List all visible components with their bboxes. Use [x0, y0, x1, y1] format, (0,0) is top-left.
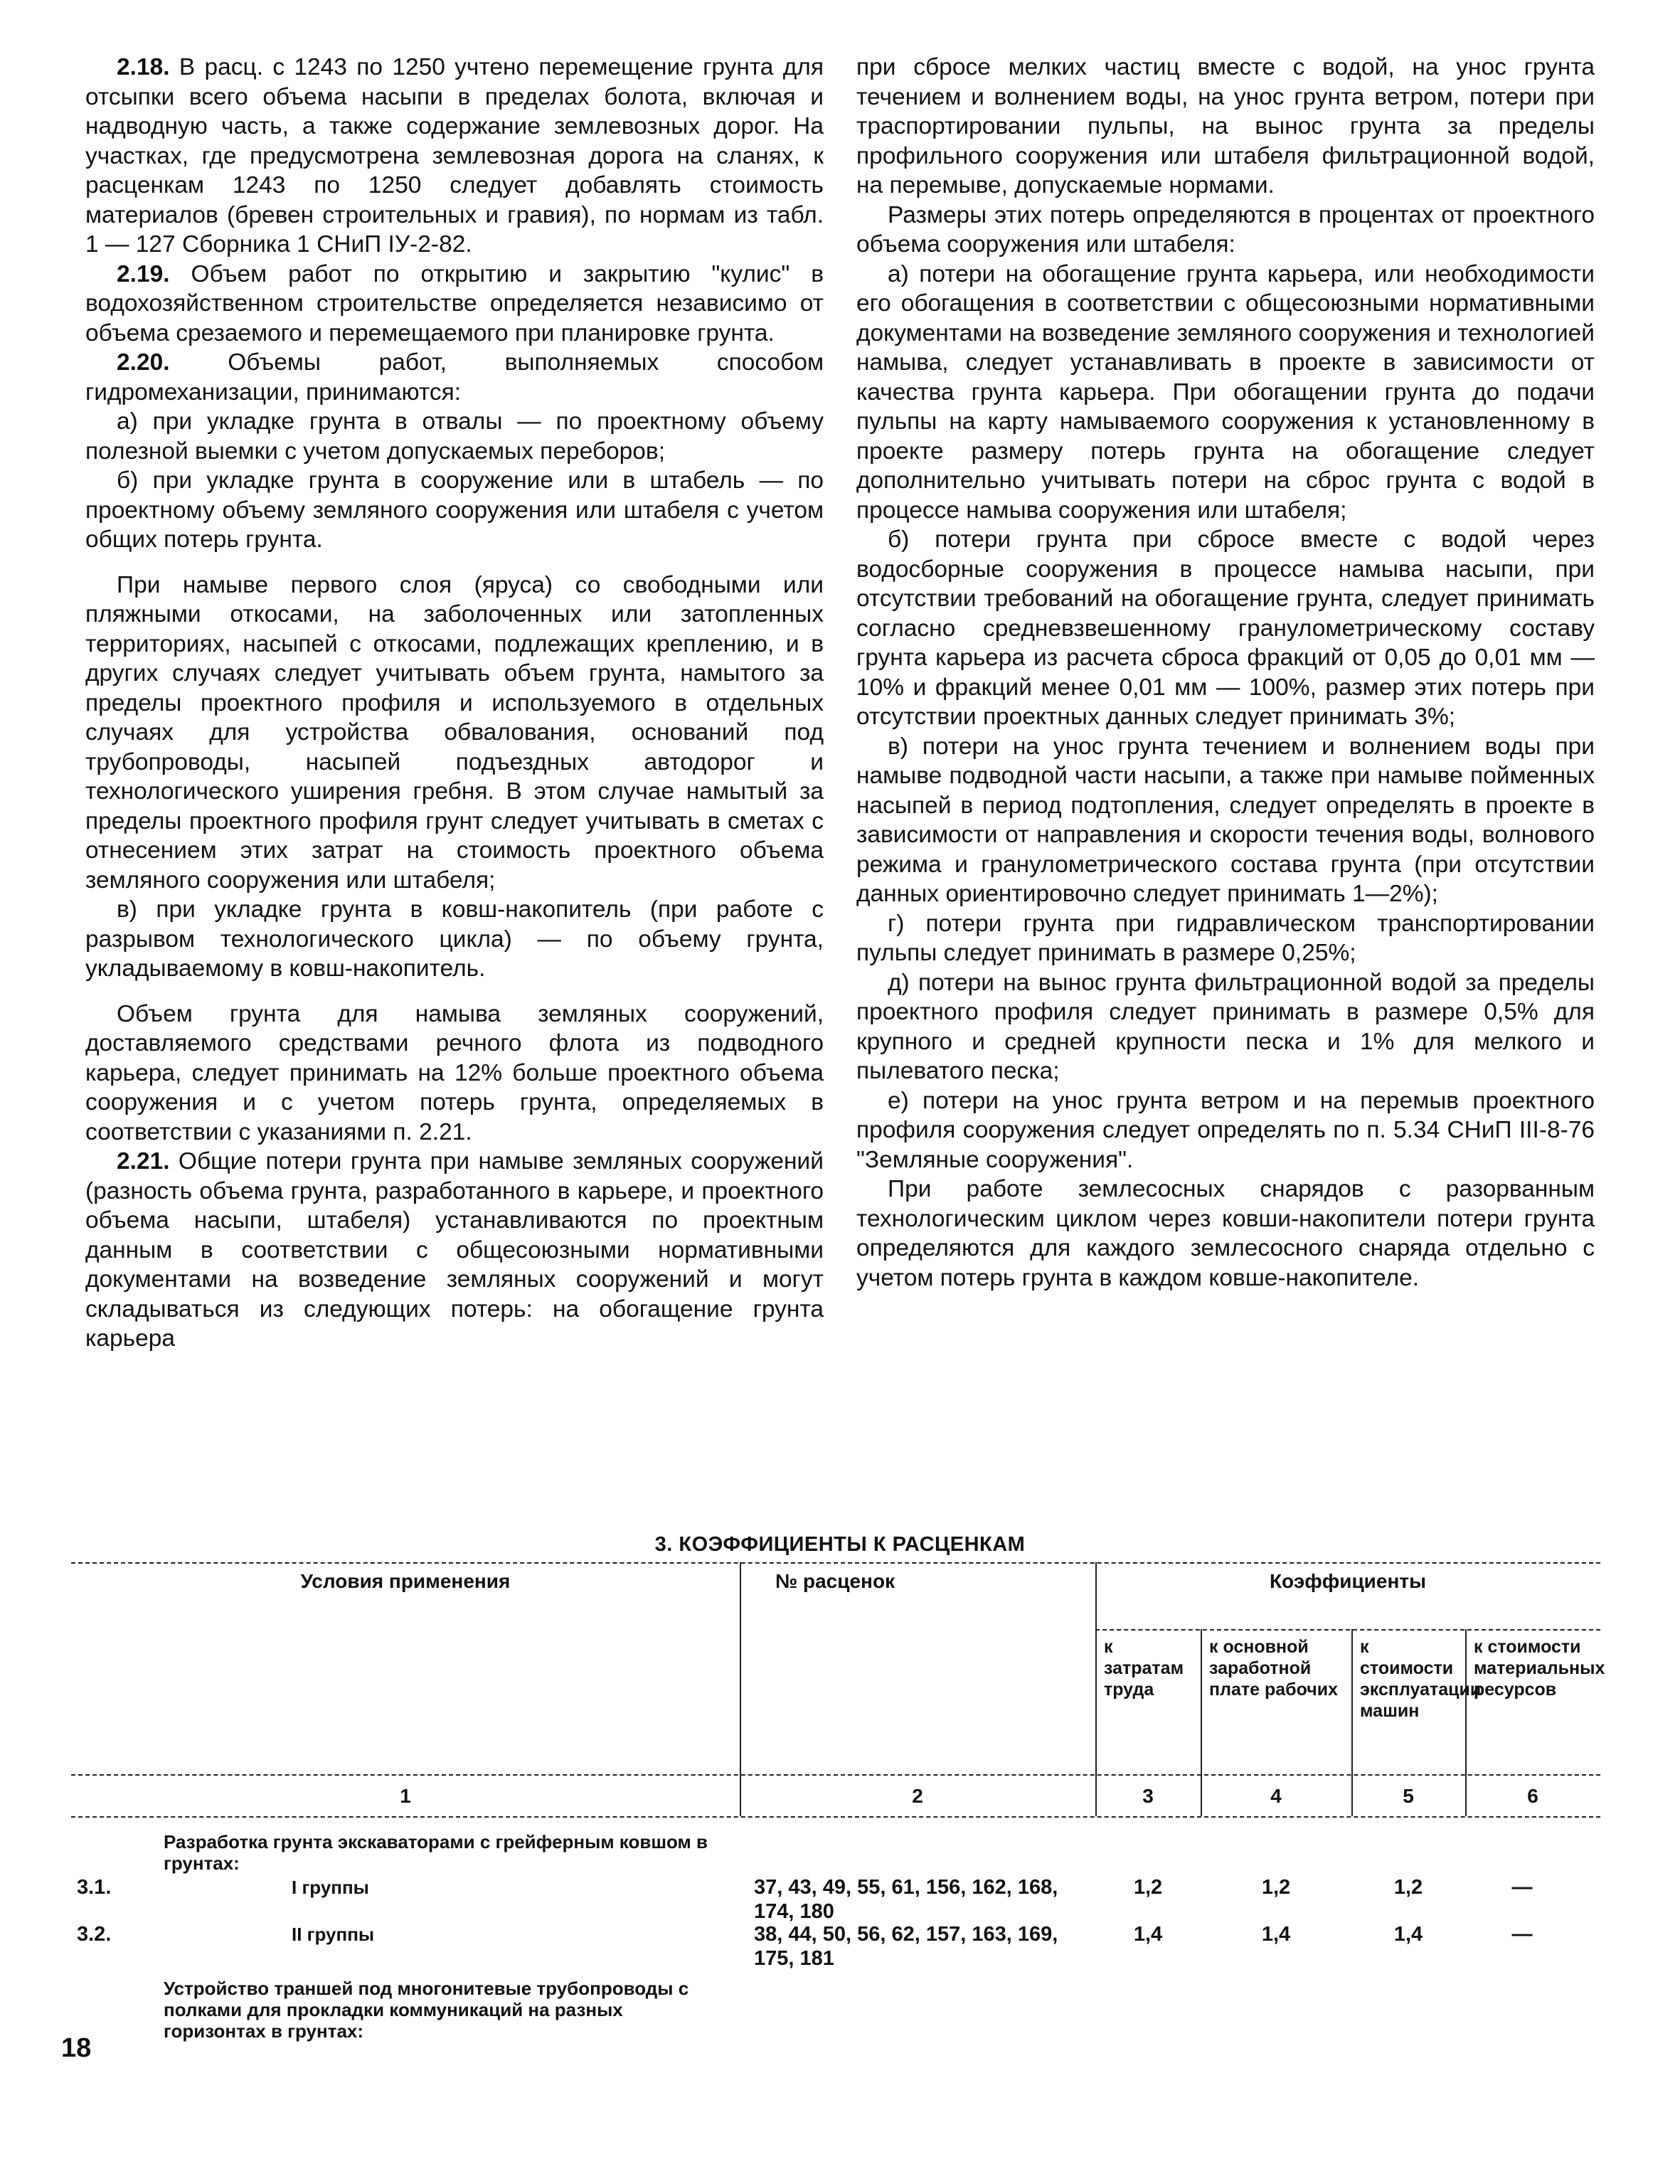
list-item-e: е) потери на унос грунта ветром и на перемыв проектного профиля сооружения следует определять по п. 5.34 СНиП III-8-76 "Земляные сооружения". [856, 1087, 1595, 1173]
header-rate-numbers: № расценок [775, 1570, 895, 1592]
column-numbers-rule [71, 1816, 1600, 1818]
group-title: Устройство траншей под многонитевые трубопроводы с полками для прокладки коммуникаций на разных горизонтах в грунтах: [164, 1978, 689, 2042]
row-coef-machines: 1,4 [1393, 1923, 1423, 1946]
list-item-d: д) потери на вынос грунта фильтрационной водой за пределы проектного профиля следует принимать в размере 0,5% для крупного и средней крупности песка и 1% для мелкого и пылеватого песка; [856, 969, 1595, 1084]
clause-text: Объем работ по открытию и закрытию "кулис" в водохозяйственном строительстве определяется независимо от объема срезаемого и перемещаемого при планировке грунта. [85, 260, 824, 346]
list-item-v: в) потери на унос грунта течением и волнением воды при намыве подводной части насыпи, а также при намыве пойменных насыпей в период подтопления, следует определять в проекте в зависимости от направления и скорости течения воды, волнового режима и гранулометрического состава грунта (при отсутствии данных ориентировочно следует принимать 1—2%); [856, 733, 1595, 907]
row-coef-labor: 1,4 [1133, 1923, 1163, 1946]
table-top-rule [71, 1562, 1600, 1564]
list-item-v: в) при укладке грунта в ковш-накопитель (при работе с разрывом технологического цикла) — по объему грунта, укладываемому в ковш-накопитель. [85, 896, 824, 982]
paragraph-river-fleet: Объем грунта для намыва земляных сооружений, доставляемого средствами речного флота из подводного карьера, следует принимать на 12% больше проектного объема сооружения и с учетом потерь грунта, определяемых в соответствии с указаниями п. 2.21. [85, 1000, 824, 1145]
page-number: 18 [61, 2033, 92, 2063]
list-item-a: а) при укладке грунта в отвалы — по проектному объему полезной выемки с учетом допускаемых переборов; [85, 408, 824, 465]
header-conditions: Условия применения [300, 1570, 511, 1592]
column-number: 3 [1142, 1785, 1154, 1807]
row-number: 3.1. [77, 1876, 112, 1899]
row-condition: I группы [292, 1877, 369, 1898]
list-item-b: б) при укладке грунта в сооружение или в штабель — по проектному объему земляного сооружения или штабеля с учетом общих потерь грунта. [85, 467, 824, 553]
header-bottom-rule [71, 1774, 1600, 1776]
clause-number: 2.21. [117, 1148, 170, 1175]
header-base-wages: к основной заработной плате рабочих [1209, 1637, 1339, 1700]
paragraph-2-18 [85, 53, 824, 260]
column-number: 1 [400, 1785, 411, 1807]
row-rates: 37, 43, 49, 55, 61, 156, 162, 168, 174, 180 [754, 1876, 1058, 1923]
coefficients-subheader-rule [1095, 1629, 1600, 1631]
list-item-a: а) потери на обогащение грунта карьера, или необходимости его обогащения в соответствии с общесоюзными нормативными документами на возведение земляного сооружения и технологией намыва, следует устанавливать в проекте в зависимости от качества грунта карьера. При обогащении грунта до подачи пульпы на карту намываемого сооружения к установленному в проекте размеру потерь грунта на обогащение следует дополнительно учитывать потери на сброс грунта с водой в процессе намыва сооружения или штабеля; [856, 260, 1595, 524]
paragraph-2-20 [85, 348, 824, 407]
column-number: 4 [1270, 1785, 1282, 1807]
divider-vertical [1095, 1562, 1097, 1816]
row-coef-materials: — [1511, 1923, 1533, 1946]
row-coef-wages: 1,2 [1261, 1876, 1291, 1899]
header-labor-costs: к затратам труда [1104, 1637, 1184, 1700]
row-coef-materials: — [1511, 1876, 1533, 1899]
paragraph-2-19 [85, 260, 824, 349]
right-column [856, 53, 1595, 1293]
divider-vertical [740, 1562, 741, 1816]
list-item-b: б) потери грунта при сбросе вместе с водой через водосборные сооружения в процессе намыва насыпи, при отсутствии требований на обогащение грунта, следует принимать согласно средневзвешенному гранулометрическому составу грунта карьера из расчета сброса фракций от 0,05 до 0,01 мм — 10% и фракций менее 0,01 мм — 100%, размер этих потерь при отсутствии проектных данных следует принимать 3%; [856, 526, 1595, 730]
header-material-costs: к стоимости материальных ресурсов [1474, 1637, 1605, 1700]
row-coef-labor: 1,2 [1133, 1876, 1163, 1899]
column-number: 6 [1527, 1785, 1538, 1807]
header-coefficients: Коэффициенты [1269, 1570, 1427, 1592]
group-title: Разработка грунта экскаваторами с грейферным ковшом в грунтах: [164, 1831, 708, 1874]
header-machine-costs: к стоимости эксплуатации машин [1360, 1637, 1482, 1721]
list-item-g: г) потери грунта при гидравлическом транспортировании пульпы следует принимать в размере 0,25%; [856, 910, 1595, 966]
row-coef-wages: 1,4 [1261, 1923, 1291, 1946]
paragraph-first-layer: При намыве первого слоя (яруса) со свободными или пляжными откосами, на заболоченных или затопленных территориях, насыпей с откосами, подлежащих креплению, и в других случаях следует учитывать объем грунта, намытого за пределы проектного профиля и используемого в отдельных случаях для устройства обвалования, оснований под трубопроводы, насыпей подъездных автодорог и технологического уширения гребня. В этом случае намытый за пределы проектного профиля грунт следует учитывать в сметах с отнесением этих затрат на стоимость проектного объема земляного сооружения или штабеля; [85, 571, 824, 894]
clause-text: Объемы работ, выполняемых способом гидромеханизации, принимаются: [85, 349, 824, 405]
clause-text: Общие потери грунта при намыве земляных сооружений (разность объема грунта, разработанного в карьере, и проектного объема насыпи, штабеля) устанавливаются по проектным данным в соответствии с общесоюзными нормативными документами на возведение земляных сооружений и могут складываться из следующих потерь: на обогащение грунта карьера [85, 1148, 824, 1352]
row-coef-machines: 1,2 [1393, 1876, 1423, 1899]
paragraph-continuation: при сбросе мелких частиц вместе с водой, на унос грунта течением и волнением воды, на унос грунта ветром, потери при траспортировании пульпы, на вынос грунта за пределы профильного сооружения или штабеля фильтрационной водой, на перемыве, допускаемые нормами. [856, 54, 1595, 198]
row-rates: 38, 44, 50, 56, 62, 157, 163, 169, 175, 181 [754, 1923, 1058, 1970]
row-condition: II группы [292, 1924, 375, 1945]
paragraph-dredgers: При работе землесосных снарядов с разорванным технологическим циклом через ковши-накопители потери грунта определяются для каждого землесосного снаряда отдельно с учетом потерь грунта в каждом ковше-накопителе. [856, 1176, 1595, 1291]
paragraph-loss-sizes: Размеры этих потерь определяются в процентах от проектного объема сооружения или штабеля: [856, 201, 1595, 258]
clause-number: 2.18. [117, 54, 170, 80]
section-title: 3. КОЭФФИЦИЕНТЫ К РАСЦЕНКАМ [654, 1533, 1026, 1556]
clause-number: 2.19. [117, 260, 170, 287]
column-number: 2 [912, 1785, 923, 1807]
row-number: 3.2. [77, 1923, 112, 1946]
clause-number: 2.20. [117, 349, 170, 376]
paragraph-2-21 [85, 1147, 824, 1354]
clause-text: В расц. с 1243 по 1250 учтено перемещение грунта для отсыпки всего объема насыпи в пределах болота, включая и надводную часть, а также содержание землевозных дорог. На участках, где предусмотрена землевозная дорога на сланях, к расценкам 1243 по 1250 следует добавлять стоимость материалов (бревен строительных и гравия), по нормам из табл. 1 — 127 Сборника 1 СНиП IУ-2-82. [85, 54, 824, 258]
left-column [85, 53, 824, 1354]
column-number: 5 [1403, 1785, 1414, 1807]
